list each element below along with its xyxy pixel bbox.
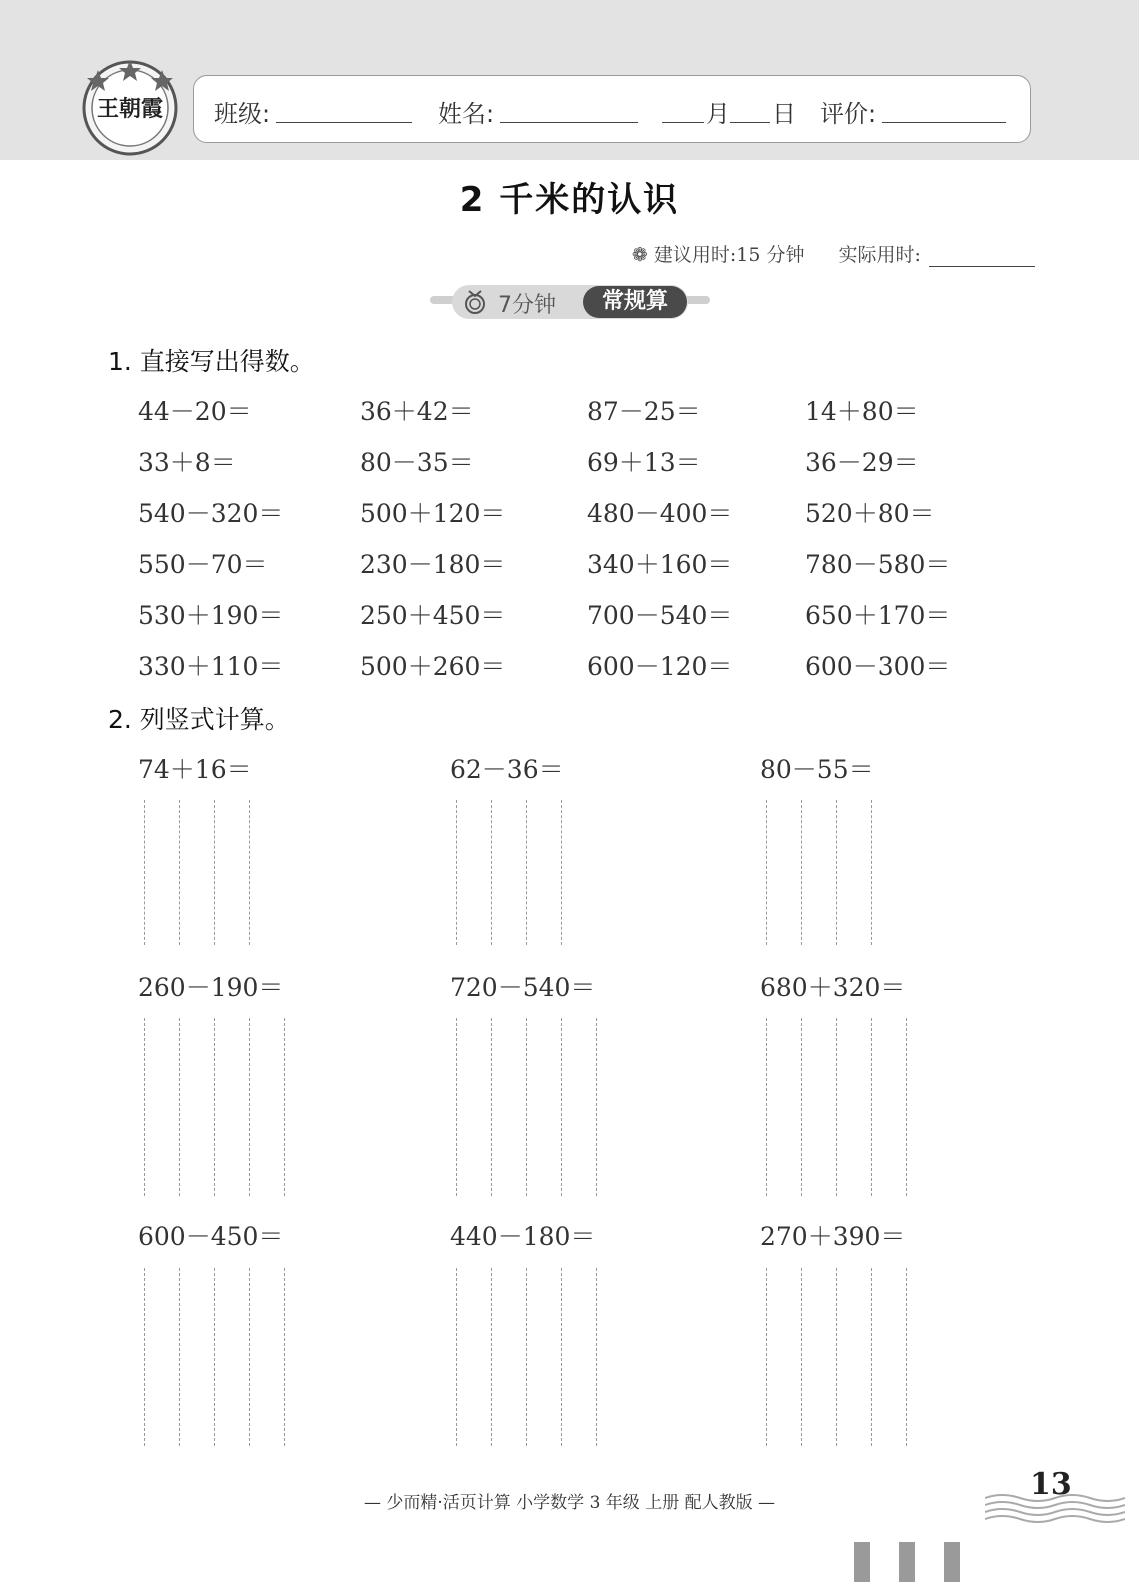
oral-expression: 36－29＝ [805, 448, 919, 477]
vertical-calc-expression: 270＋390＝ [760, 1222, 906, 1251]
vertical-calc-expression: 440－180＝ [450, 1222, 596, 1251]
grid-dashed-line [906, 1268, 907, 1446]
class-field[interactable] [276, 122, 412, 123]
grid-dashed-line [561, 800, 562, 945]
vertical-calc-expression: 720－540＝ [450, 973, 596, 1002]
oral-expression: 600－120＝ [587, 652, 733, 681]
grid-dashed-line [214, 1018, 215, 1196]
oral-expression: 500＋120＝ [360, 499, 506, 528]
grid-dashed-line [144, 800, 145, 945]
badge-label: 常规算 [583, 286, 687, 318]
oral-expression: 36＋42＝ [360, 397, 474, 426]
oral-expression: 700－540＝ [587, 601, 733, 630]
class-label: 班级: [214, 100, 271, 128]
actual-time-field[interactable] [929, 249, 1035, 267]
grid-dashed-line [249, 1268, 250, 1446]
clock-icon: ❁ [631, 244, 648, 266]
grid-dashed-line [836, 1268, 837, 1446]
oral-expression: 330＋110＝ [138, 652, 284, 681]
grid-dashed-line [596, 1018, 597, 1196]
footer-text: — 少而精·活页计算 小学数学 3 年级 上册 配人教版 — [363, 1493, 776, 1513]
day-label: 日 [772, 100, 796, 128]
grid-dashed-line [249, 1018, 250, 1196]
grid-dashed-line [284, 1018, 285, 1196]
oral-expression: 340＋160＝ [587, 550, 733, 579]
grid-dashed-line [801, 1268, 802, 1446]
brand-logo [80, 56, 180, 156]
evaluation-field[interactable] [882, 122, 1006, 123]
oral-expression: 33＋8＝ [138, 448, 236, 477]
grid-dashed-line [871, 800, 872, 945]
grid-dashed-line [766, 1268, 767, 1446]
q2-title: 2. 列竖式计算。 [108, 705, 290, 734]
oral-expression: 550－70＝ [138, 550, 268, 579]
vertical-calc-expression: 80－55＝ [760, 755, 874, 784]
badge-minutes: 7分钟 [498, 293, 556, 318]
grid-dashed-line [214, 800, 215, 945]
name-field[interactable] [500, 122, 638, 123]
vertical-calc-expression: 600－450＝ [138, 1222, 284, 1251]
page-number: 13 [1030, 1467, 1072, 1502]
edge-tab [854, 1542, 870, 1582]
actual-time-label: 实际用时: [838, 244, 921, 266]
vertical-calc-expression: 62－36＝ [450, 755, 564, 784]
grid-dashed-line [491, 1018, 492, 1196]
grid-dashed-line [836, 800, 837, 945]
oral-expression: 87－25＝ [587, 397, 701, 426]
page-title: 2 千米的认识 [459, 180, 680, 220]
grid-dashed-line [836, 1018, 837, 1196]
oral-expression: 480－400＝ [587, 499, 733, 528]
evaluation-label: 评价: [820, 100, 877, 128]
grid-dashed-line [144, 1268, 145, 1446]
grid-dashed-line [456, 1018, 457, 1196]
day-field[interactable] [730, 122, 770, 123]
suggested-time: 建议用时:15 分钟 [653, 244, 805, 266]
name-label: 姓名: [438, 100, 495, 128]
oral-expression: 520＋80＝ [805, 499, 935, 528]
vertical-calc-expression: 74＋16＝ [138, 755, 252, 784]
vertical-calc-expression: 680＋320＝ [760, 973, 906, 1002]
grid-dashed-line [561, 1268, 562, 1446]
student-info-box [193, 75, 1031, 143]
oral-expression: 600－300＝ [805, 652, 951, 681]
oral-expression: 540－320＝ [138, 499, 284, 528]
oral-expression: 250＋450＝ [360, 601, 506, 630]
grid-dashed-line [214, 1268, 215, 1446]
oral-expression: 14＋80＝ [805, 397, 919, 426]
grid-dashed-line [179, 1018, 180, 1196]
grid-dashed-line [526, 1018, 527, 1196]
grid-dashed-line [801, 1018, 802, 1196]
grid-dashed-line [871, 1018, 872, 1196]
grid-dashed-line [179, 800, 180, 945]
grid-dashed-line [491, 1268, 492, 1446]
month-label: 月 [706, 100, 730, 128]
edge-tab [899, 1542, 915, 1582]
svg-text:王朝霞: 王朝霞 [96, 96, 164, 122]
grid-dashed-line [561, 1018, 562, 1196]
grid-dashed-line [249, 800, 250, 945]
grid-dashed-line [144, 1018, 145, 1196]
oral-expression: 650＋170＝ [805, 601, 951, 630]
grid-dashed-line [179, 1268, 180, 1446]
grid-dashed-line [456, 1268, 457, 1446]
grid-dashed-line [801, 800, 802, 945]
grid-dashed-line [526, 1268, 527, 1446]
time-row [632, 240, 1035, 267]
oral-expression: 780－580＝ [805, 550, 951, 579]
oral-expression: 500＋260＝ [360, 652, 506, 681]
oral-expression: 44－20＝ [138, 397, 252, 426]
edge-tab [944, 1542, 960, 1582]
month-field[interactable] [662, 122, 704, 123]
oral-expression: 230－180＝ [360, 550, 506, 579]
medal-icon [462, 289, 488, 315]
grid-dashed-line [491, 800, 492, 945]
grid-dashed-line [906, 1018, 907, 1196]
grid-dashed-line [526, 800, 527, 945]
grid-dashed-line [766, 1018, 767, 1196]
grid-dashed-line [596, 1268, 597, 1446]
oral-expression: 69＋13＝ [587, 448, 701, 477]
grid-dashed-line [766, 800, 767, 945]
q1-title: 1. 直接写出得数。 [108, 347, 315, 376]
oral-expression: 530＋190＝ [138, 601, 284, 630]
grid-dashed-line [871, 1268, 872, 1446]
grid-dashed-line [456, 800, 457, 945]
oral-expression: 80－35＝ [360, 448, 474, 477]
grid-dashed-line [284, 1268, 285, 1446]
vertical-calc-expression: 260－190＝ [138, 973, 284, 1002]
